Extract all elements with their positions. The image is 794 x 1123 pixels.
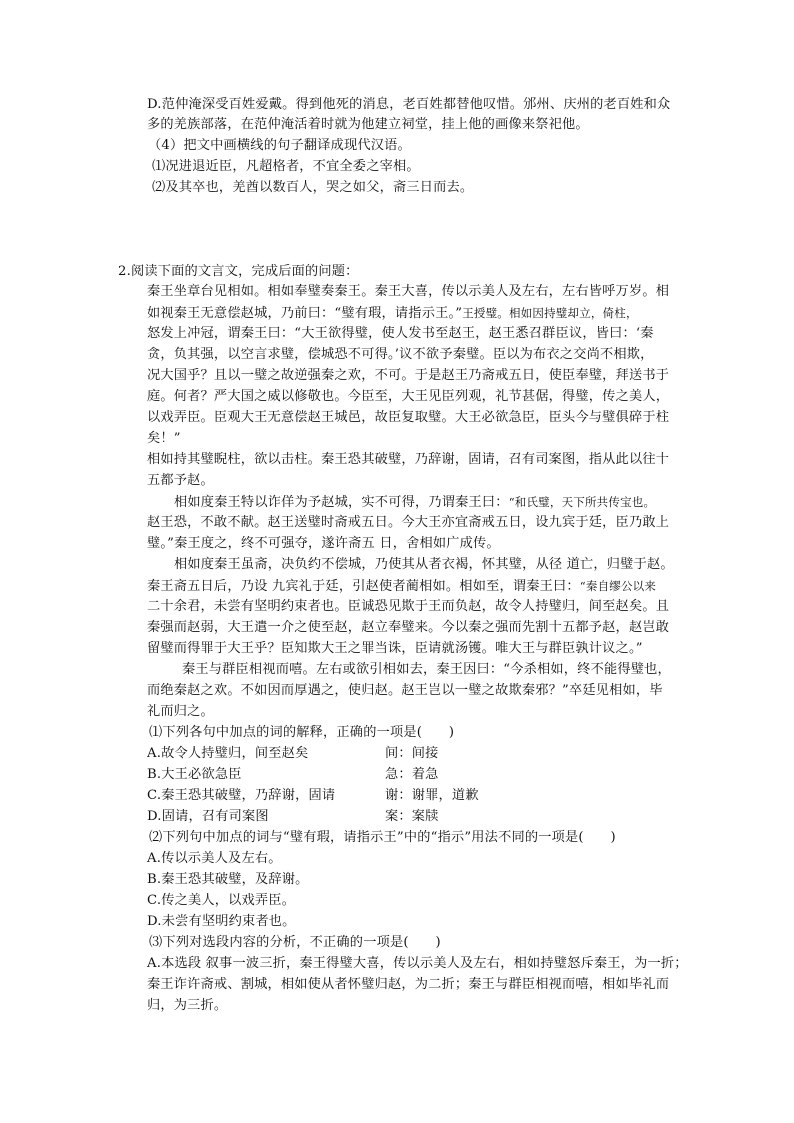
passage-text: 相如度秦王特以诈佯为予赵城，实不可得，乃谓秦王曰：	[174, 495, 509, 510]
question-3-option-a-line-1: A.本选段 叙事一波三折，秦王得璧大喜，传以示美人及左右，相如持璧怒斥秦王，为一折；	[147, 956, 688, 971]
question-1-option-c: C.秦王恐其破璧，乃辞谢，固请	[147, 788, 336, 803]
question-4: （4）把文中画横线的句子翻译成现代汉语。	[148, 138, 411, 153]
question-2-option-d: D.未尝有坚明约束者也。	[147, 914, 296, 929]
passage-p1-line-4: 贪，负其强，以空言求璧，偿城恐不可得。’议不欲予秦璧。臣以为布衣之交尚不相欺，	[147, 347, 654, 362]
passage-p4-line-4: 秦强而赵弱，大王遣一介之使至赵，赵立奉璧来。今以秦之强而先割十五都予赵，赵岂敢	[147, 620, 670, 635]
question-1: ⑴下列各句中加点的词的解释，正确的一项是( )	[149, 725, 455, 740]
passage-text: “和氏璧，天下所共传宝也。	[508, 495, 656, 509]
passage-p4-line-1: 相如度秦王虽斋，决负约不偿城，乃使其从者衣褐，怀其璧，从径 道亡，归璧于赵。	[174, 557, 674, 572]
passage-text: 王授璧。相如因持璧却立，倚柱，	[462, 306, 638, 320]
passage-p3-line-1	[174, 492, 655, 513]
question-2: ⑵下列句中加点的词与“璧有瑕，请指示王”中的“指示”用法不同的一项是( )	[149, 830, 616, 845]
passage-p1-line-5: 况大国乎？且以一璧之故逆强秦之欢，不可。于是赵王乃斋戒五日，使臣奉璧，拜送书于	[147, 368, 670, 383]
question-4-item-1: ⑴况进退近臣，凡超格者，不宜全委之宰相。	[152, 159, 420, 174]
passage-text: “秦自缪公以来	[579, 579, 657, 593]
question-1-option-a: A.故令人持璧归，间至赵矣	[147, 746, 309, 761]
question-3: ⑶下列对选段内容的分析，不正确的一项是( )	[149, 935, 441, 950]
question-1-option-b-gloss: 急：着急	[385, 767, 439, 782]
question-2-option-b: B.秦王恐其破璧，及辞谢。	[147, 872, 309, 887]
question-3-option-a-line-2: 秦王诈许斋戒、割城，相如使从者怀璧归赵，为二折；秦王与群臣相视而嘻，相如毕礼而	[147, 977, 670, 992]
passage-p1-line-2	[147, 303, 638, 324]
passage-p5-line-2: 而绝秦赵之欢。不如因而厚遇之，使归赵。赵王岂以一璧之故欺秦邪？”卒廷见相如，毕	[147, 683, 663, 698]
question-2-option-c: C.传之美人，以戏弄臣。	[147, 893, 296, 908]
passage-p3-line-3: 璧。”秦王度之，终不可强夺，遂许斋五 日，舍相如广成传。	[147, 536, 500, 551]
passage-p5-line-1: 秦王与群臣相视而嘻。左右或欲引相如去，秦王因曰：“今杀相如，终不能得璧也，	[182, 662, 671, 677]
passage-p3-line-2: 赵王恐，不敢不献。赵王送璧时斋戒五日。今大王亦宜斋戒五日，设九宾于廷，臣乃敢上	[147, 515, 670, 530]
passage-p5-line-3: 礼而归之。	[147, 704, 214, 719]
question-4-item-2: ⑵及其卒也，羌酋以数百人，哭之如父，斋三日而去。	[152, 180, 474, 195]
passage-p4-line-2	[147, 576, 656, 597]
passage-text: 秦王斋五日后，乃设 九宾礼于廷，引赵使者蔺相如。相如至，谓秦王曰：	[147, 579, 580, 594]
passage-text: 如视秦王无意偿赵城，乃前曰：“璧有瑕，请指示王。”	[147, 306, 463, 321]
question-2-option-a: A.传以示美人及左右。	[147, 851, 282, 866]
question-1-option-a-gloss: 间：间接	[385, 746, 439, 761]
passage-p4-line-3: 二十余君，未尝有坚明约束者也。臣诚恐见欺于王而负赵，故令人持璧归，间至赵矣。且	[147, 599, 670, 614]
question-3-option-a-line-3: 归，为三折。	[147, 998, 228, 1013]
passage-p1-line-1: 秦王坐章台见相如。相如奉璧奏秦王。秦王大喜，传以示美人及左右，左右皆呼万岁。相	[147, 284, 670, 299]
passage-p1-line-8: 矣！”	[147, 431, 181, 446]
passage-p4-line-5: 留璧而得罪于大王乎？臣知欺大王之罪当诛，臣请就汤镬。唯大王与群臣孰计议之。”	[147, 641, 643, 656]
passage-p1-line-7: 以戏弄臣。臣观大王无意偿赵王城邑，故臣复取璧。大王必欲急臣，臣头今与璧俱碎于柱	[147, 410, 670, 425]
option-d-line-2: 多的羌族部落，在范仲淹活着时就为他建立祠堂，挂上他的画像来祭祀他。	[147, 117, 589, 132]
option-d-line-1: D.范仲淹深受百姓爱戴。得到他死的消息，老百姓都替他叹惜。邠州、庆州的老百姓和众	[147, 97, 671, 112]
passage-p1-line-3: 怒发上冲冠，谓秦王曰：“大王欲得璧，使人发书至赵王，赵王悉召群臣议，皆曰：‘秦	[147, 326, 654, 341]
passage-p1-line-6: 庭。何者？严大国之威以修敬也。今臣至，大王见臣列观，礼节甚倨，得璧，传之美人，	[147, 389, 670, 404]
question-1-option-b: B.大王必欲急臣	[147, 767, 242, 782]
question-1-option-d-gloss: 案：案牍	[385, 809, 439, 824]
question-1-option-c-gloss: 谢：谢罪，道歉	[385, 788, 479, 803]
passage-p2-line-1: 相如持其璧睨柱，欲以击柱。秦王恐其破璧，乃辞谢，固请，召有司案图，指从此以往十	[147, 452, 670, 467]
section-2-heading: 2.阅读下面的文言文，完成后面的问题：	[118, 264, 359, 279]
question-1-option-d: D.固请，召有司案图	[147, 809, 269, 824]
passage-p2-line-2: 五都予赵。	[147, 473, 214, 488]
